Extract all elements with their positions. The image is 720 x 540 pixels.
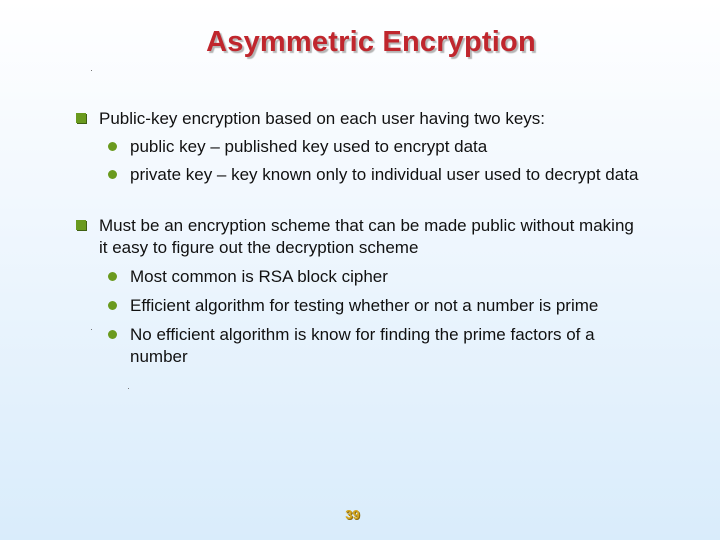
- bullet-level1: [76, 215, 636, 259]
- bullet-level2: [108, 136, 668, 158]
- slide-title: Asymmetric Encryption: [206, 26, 536, 58]
- bullet-level2: [108, 164, 648, 186]
- bullet-level1: [76, 108, 676, 130]
- round-bullet-icon: [108, 142, 117, 151]
- dot-mark: [91, 329, 92, 330]
- square-bullet-icon: [76, 220, 86, 230]
- dot-mark: [128, 388, 129, 389]
- bullet-text: Public-key encryption based on each user having two keys:: [99, 109, 546, 128]
- bullet-text: private key – key known only to individual user used to decrypt data: [130, 165, 639, 184]
- bullet-level2: [108, 266, 668, 288]
- bullet-level2: [108, 295, 688, 317]
- round-bullet-icon: [108, 330, 117, 339]
- bullet-level2: [108, 324, 643, 368]
- dot-mark: [91, 70, 92, 71]
- round-bullet-icon: [108, 301, 117, 310]
- bullet-text: No efficient algorithm is know for finding the prime factors of a number: [130, 325, 595, 366]
- round-bullet-icon: [108, 272, 117, 281]
- bullet-text: Efficient algorithm for testing whether or not a number is prime: [130, 296, 599, 315]
- bullet-text: Most common is RSA block cipher: [130, 267, 388, 286]
- bullet-text: Must be an encryption scheme that can be made public without making it easy to figure out the decryption scheme: [99, 216, 634, 257]
- square-bullet-icon: [76, 113, 86, 123]
- page-number: 39: [345, 507, 360, 522]
- round-bullet-icon: [108, 170, 117, 179]
- bullet-text: public key – published key used to encrypt data: [130, 137, 488, 156]
